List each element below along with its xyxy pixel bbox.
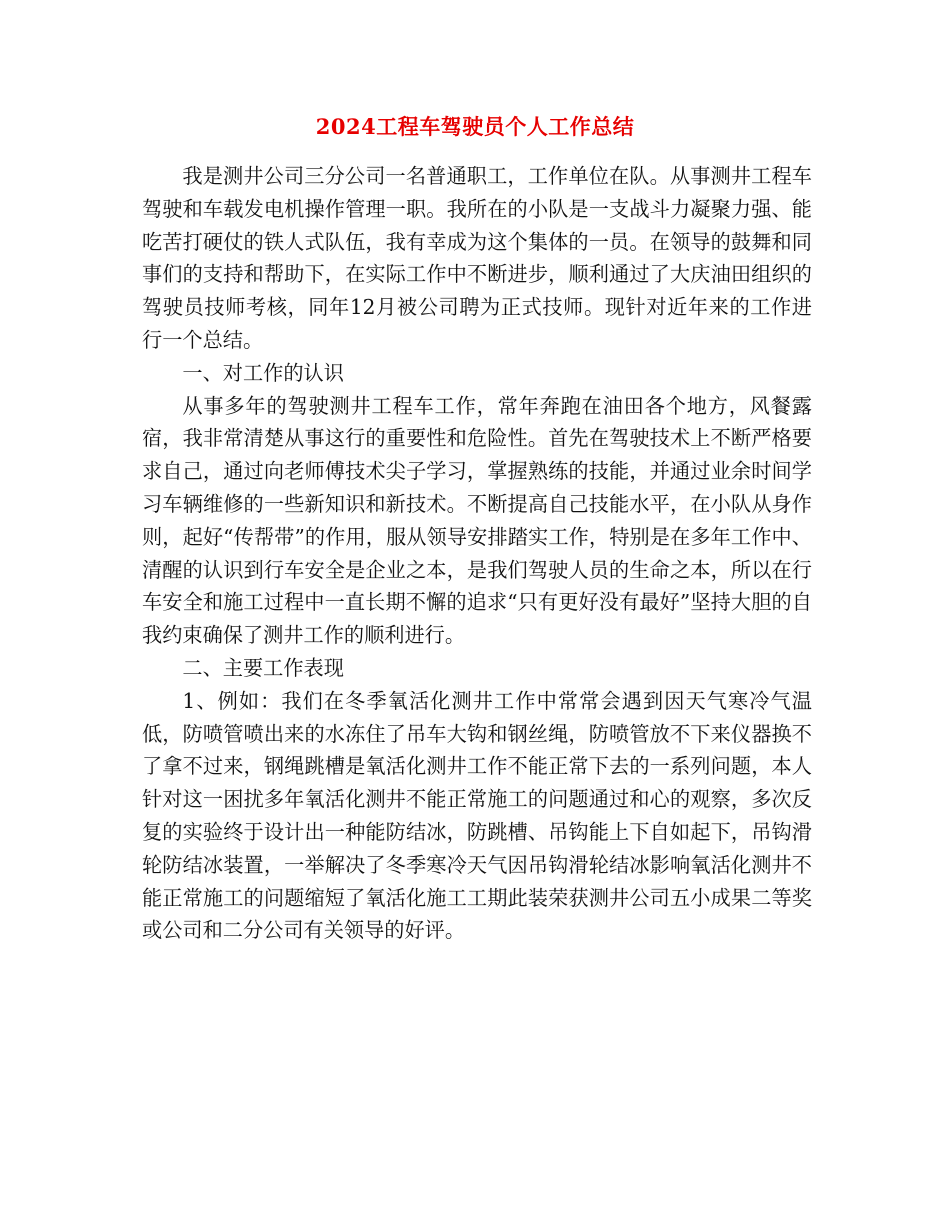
document-body [142, 160, 812, 947]
section-heading-2: 二、主要工作表现 [182, 655, 344, 680]
paragraph-section-2-item-1: 1、例如：我们在冬季氧活化测井工作中常常会遇到因天气寒冷气温低，防喷管喷出来的水冻住了吊车大钩和钢丝绳，防喷管放不下来仪器换不了拿不过来，钢绳跳槽是氧活化测井工作不能正常下去的一系列问题，本人针对这一困扰多年氧活化测井不能正常施工的问题通过和心的观察，多次反复的实验终于设计出一种能防结冰，防跳槽、吊钩能上下自如起下，吊钩滑轮防结冰装置，一举解决了冬季寒冷天气因吊钩滑轮结冰影响氧活化测井不能正常施工的问题缩短了氧活化施工工期此装荣获测井公司五小成果二等奖或公司和二分公司有关领导的好评。 [142, 688, 812, 943]
paragraph-section-1: 从事多年的驾驶测井工程车工作，常年奔跑在油田各个地方，风餐露宿，我非常清楚从事这行的重要性和危险性。首先在驾驶技术上不断严格要求自己，通过向老师傅技术尖子学习，掌握熟练的技能，并通过业余时间学习车辆维修的一些新知识和新技术。不断提高自己技能水平，在小队从身作则，起好“传帮带”的作用，服从领导安排踏实工作，特别是在多年工作中、清醒的认识到行车安全是企业之本，是我们驾驶人员的生命之本，所以在行车安全和施工过程中一直长期不懈的追求“只有更好没有最好”坚持大胆的自我约束确保了测井工作的顺利进行。 [142, 393, 812, 648]
paragraph-intro: 我是测井公司三分公司一名普通职工，工作单位在队。从事测井工程车驾驶和车载发电机操作管理一职。我所在的小队是一支战斗力凝聚力强、能吃苦打硬仗的铁人式队伍，我有幸成为这个集体的一员。在领导的鼓舞和同事们的支持和帮助下，在实际工作中不断进步，顺利通过了大庆油田组织的驾驶员技师考核，同年12月被公司聘为正式技师。现针对近年来的工作进行一个总结。 [142, 164, 812, 352]
document-title: 2024工程车驾驶员个人工作总结 [315, 114, 635, 139]
section-heading-1: 一、对工作的认识 [182, 360, 344, 385]
